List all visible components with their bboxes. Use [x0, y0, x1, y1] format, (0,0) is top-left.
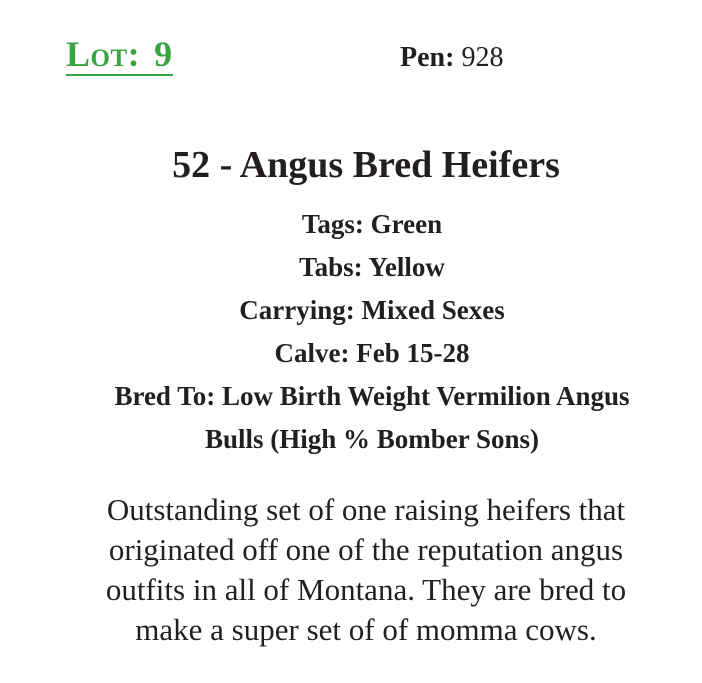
detail-tags: Tags: Green [301, 209, 443, 239]
description-line: outfits in all of Montana. They are bred to [105, 572, 627, 607]
pen-label: Pen: [400, 42, 455, 73]
detail-bred-to: Bred To: Low Birth Weight Vermilion Angus [114, 381, 630, 411]
pen-info [400, 42, 503, 74]
lot-details [0, 203, 702, 461]
lot-title: 52 - Angus Bred Heifers [172, 144, 560, 186]
description-line: make a super set of of momma cows. [135, 612, 597, 647]
description-line: Outstanding set of one raising heifers that [106, 492, 626, 527]
lot-number: 9 [154, 34, 173, 74]
detail-carrying: Carrying: Mixed Sexes [239, 295, 505, 325]
lot-label: Lot: [66, 34, 141, 74]
lot-header [66, 30, 702, 80]
lot-description [30, 490, 702, 650]
detail-calve: Calve: Feb 15-28 [274, 338, 470, 368]
lot-heading [66, 34, 173, 76]
detail-bred-to-continued: Bulls (High % Bomber Sons) [204, 424, 540, 454]
description-line: originated off one of the reputation angus [108, 532, 624, 567]
pen-value: 928 [461, 42, 504, 73]
detail-tabs: Tabs: Yellow [299, 252, 445, 282]
